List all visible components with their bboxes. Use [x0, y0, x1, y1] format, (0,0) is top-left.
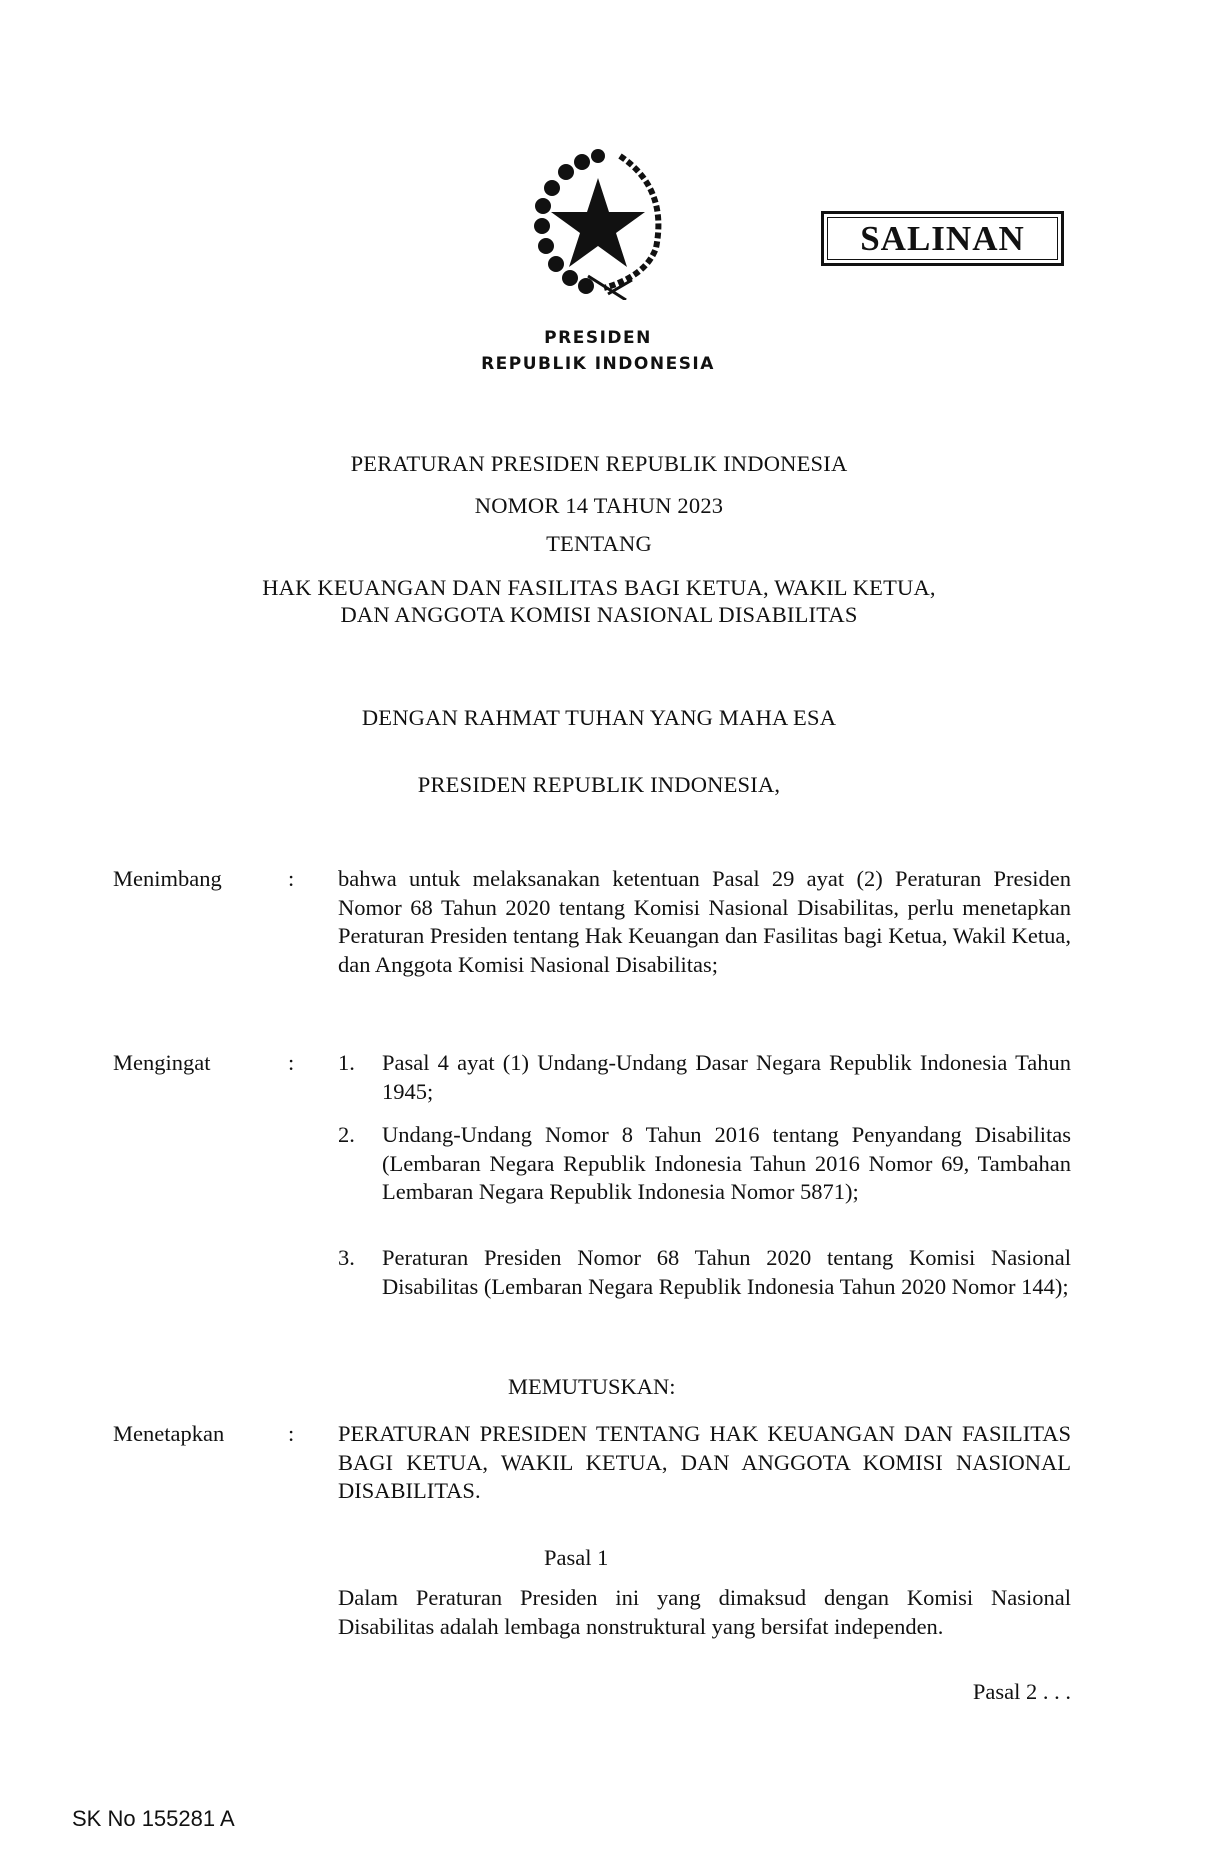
pasal-1-heading: Pasal 1	[544, 1545, 609, 1570]
office-title: PRESIDEN	[544, 328, 652, 348]
regulation-subject-line1: HAK KEUANGAN DAN FASILITAS BAGI KETUA, WAKIL KETUA,	[262, 575, 936, 600]
menimbang-colon: :	[288, 866, 295, 891]
menetapkan-colon: :	[288, 1421, 295, 1446]
menetapkan-label: Menetapkan	[113, 1421, 225, 1446]
mengingat-item-text: Undang-Undang Nomor 8 Tahun 2016 tentang Penyandang Disabilitas (Lembaran Negara Republik Indonesia Tahun 2016 Nomor 69, Tambahan Lembaran Negara Republik Indonesia Nomor 5871);	[382, 1122, 1071, 1205]
regulation-subject-line2: DAN ANGGOTA KOMISI NASIONAL DISABILITAS	[340, 602, 858, 627]
preamble-president: PRESIDEN REPUBLIK INDONESIA,	[417, 772, 781, 797]
preamble-rahmat: DENGAN RAHMAT TUHAN YANG MAHA ESA	[361, 705, 837, 730]
presidential-emblem-icon	[528, 148, 668, 300]
memutuskan-heading: MEMUTUSKAN:	[508, 1374, 676, 1399]
mengingat-label: Mengingat	[113, 1050, 211, 1075]
office-subtitle: REPUBLIK INDONESIA	[481, 354, 715, 374]
regulation-title: PERATURAN PRESIDEN REPUBLIK INDONESIA	[350, 451, 848, 476]
regulation-number: NOMOR 14 TAHUN 2023	[474, 493, 724, 518]
mengingat-item-text: Pasal 4 ayat (1) Undang-Undang Dasar Negara Republik Indonesia Tahun 1945;	[382, 1050, 1071, 1104]
sk-number: SK No 155281 A	[72, 1806, 235, 1831]
mengingat-colon: :	[288, 1050, 295, 1075]
menetapkan-text: PERATURAN PRESIDEN TENTANG HAK KEUANGAN DAN FASILITAS BAGI KETUA, WAKIL KETUA, DAN ANGGOTA KOMISI NASIONAL DISABILITAS.	[338, 1421, 1071, 1504]
regulation-tentang: TENTANG	[546, 531, 652, 556]
mengingat-item-number: 3.	[338, 1245, 355, 1270]
mengingat-item-number: 1.	[338, 1050, 355, 1075]
menimbang-text: bahwa untuk melaksanakan ketentuan Pasal 29 ayat (2) Peraturan Presiden Nomor 68 Tahun 2020 tentang Komisi Nasional Disabilitas, perlu menetapkan Peraturan Presiden tentang Hak Keuangan dan Fasilitas bagi Ketua, Wakil Ketua, dan Anggota Komisi Nasional Disabilitas;	[338, 866, 1071, 977]
continuation-marker: Pasal 2 . . .	[972, 1679, 1071, 1704]
salinan-stamp: SALINAN	[821, 211, 1064, 266]
menimbang-label: Menimbang	[113, 866, 222, 891]
pasal-1-text: Dalam Peraturan Presiden ini yang dimaksud dengan Komisi Nasional Disabilitas adalah lembaga nonstruktural yang bersifat independen.	[338, 1585, 1071, 1639]
mengingat-item-number: 2.	[338, 1122, 355, 1147]
mengingat-item-text: Peraturan Presiden Nomor 68 Tahun 2020 tentang Komisi Nasional Disabilitas (Lembaran Negara Republik Indonesia Tahun 2020 Nomor 144);	[382, 1245, 1071, 1299]
